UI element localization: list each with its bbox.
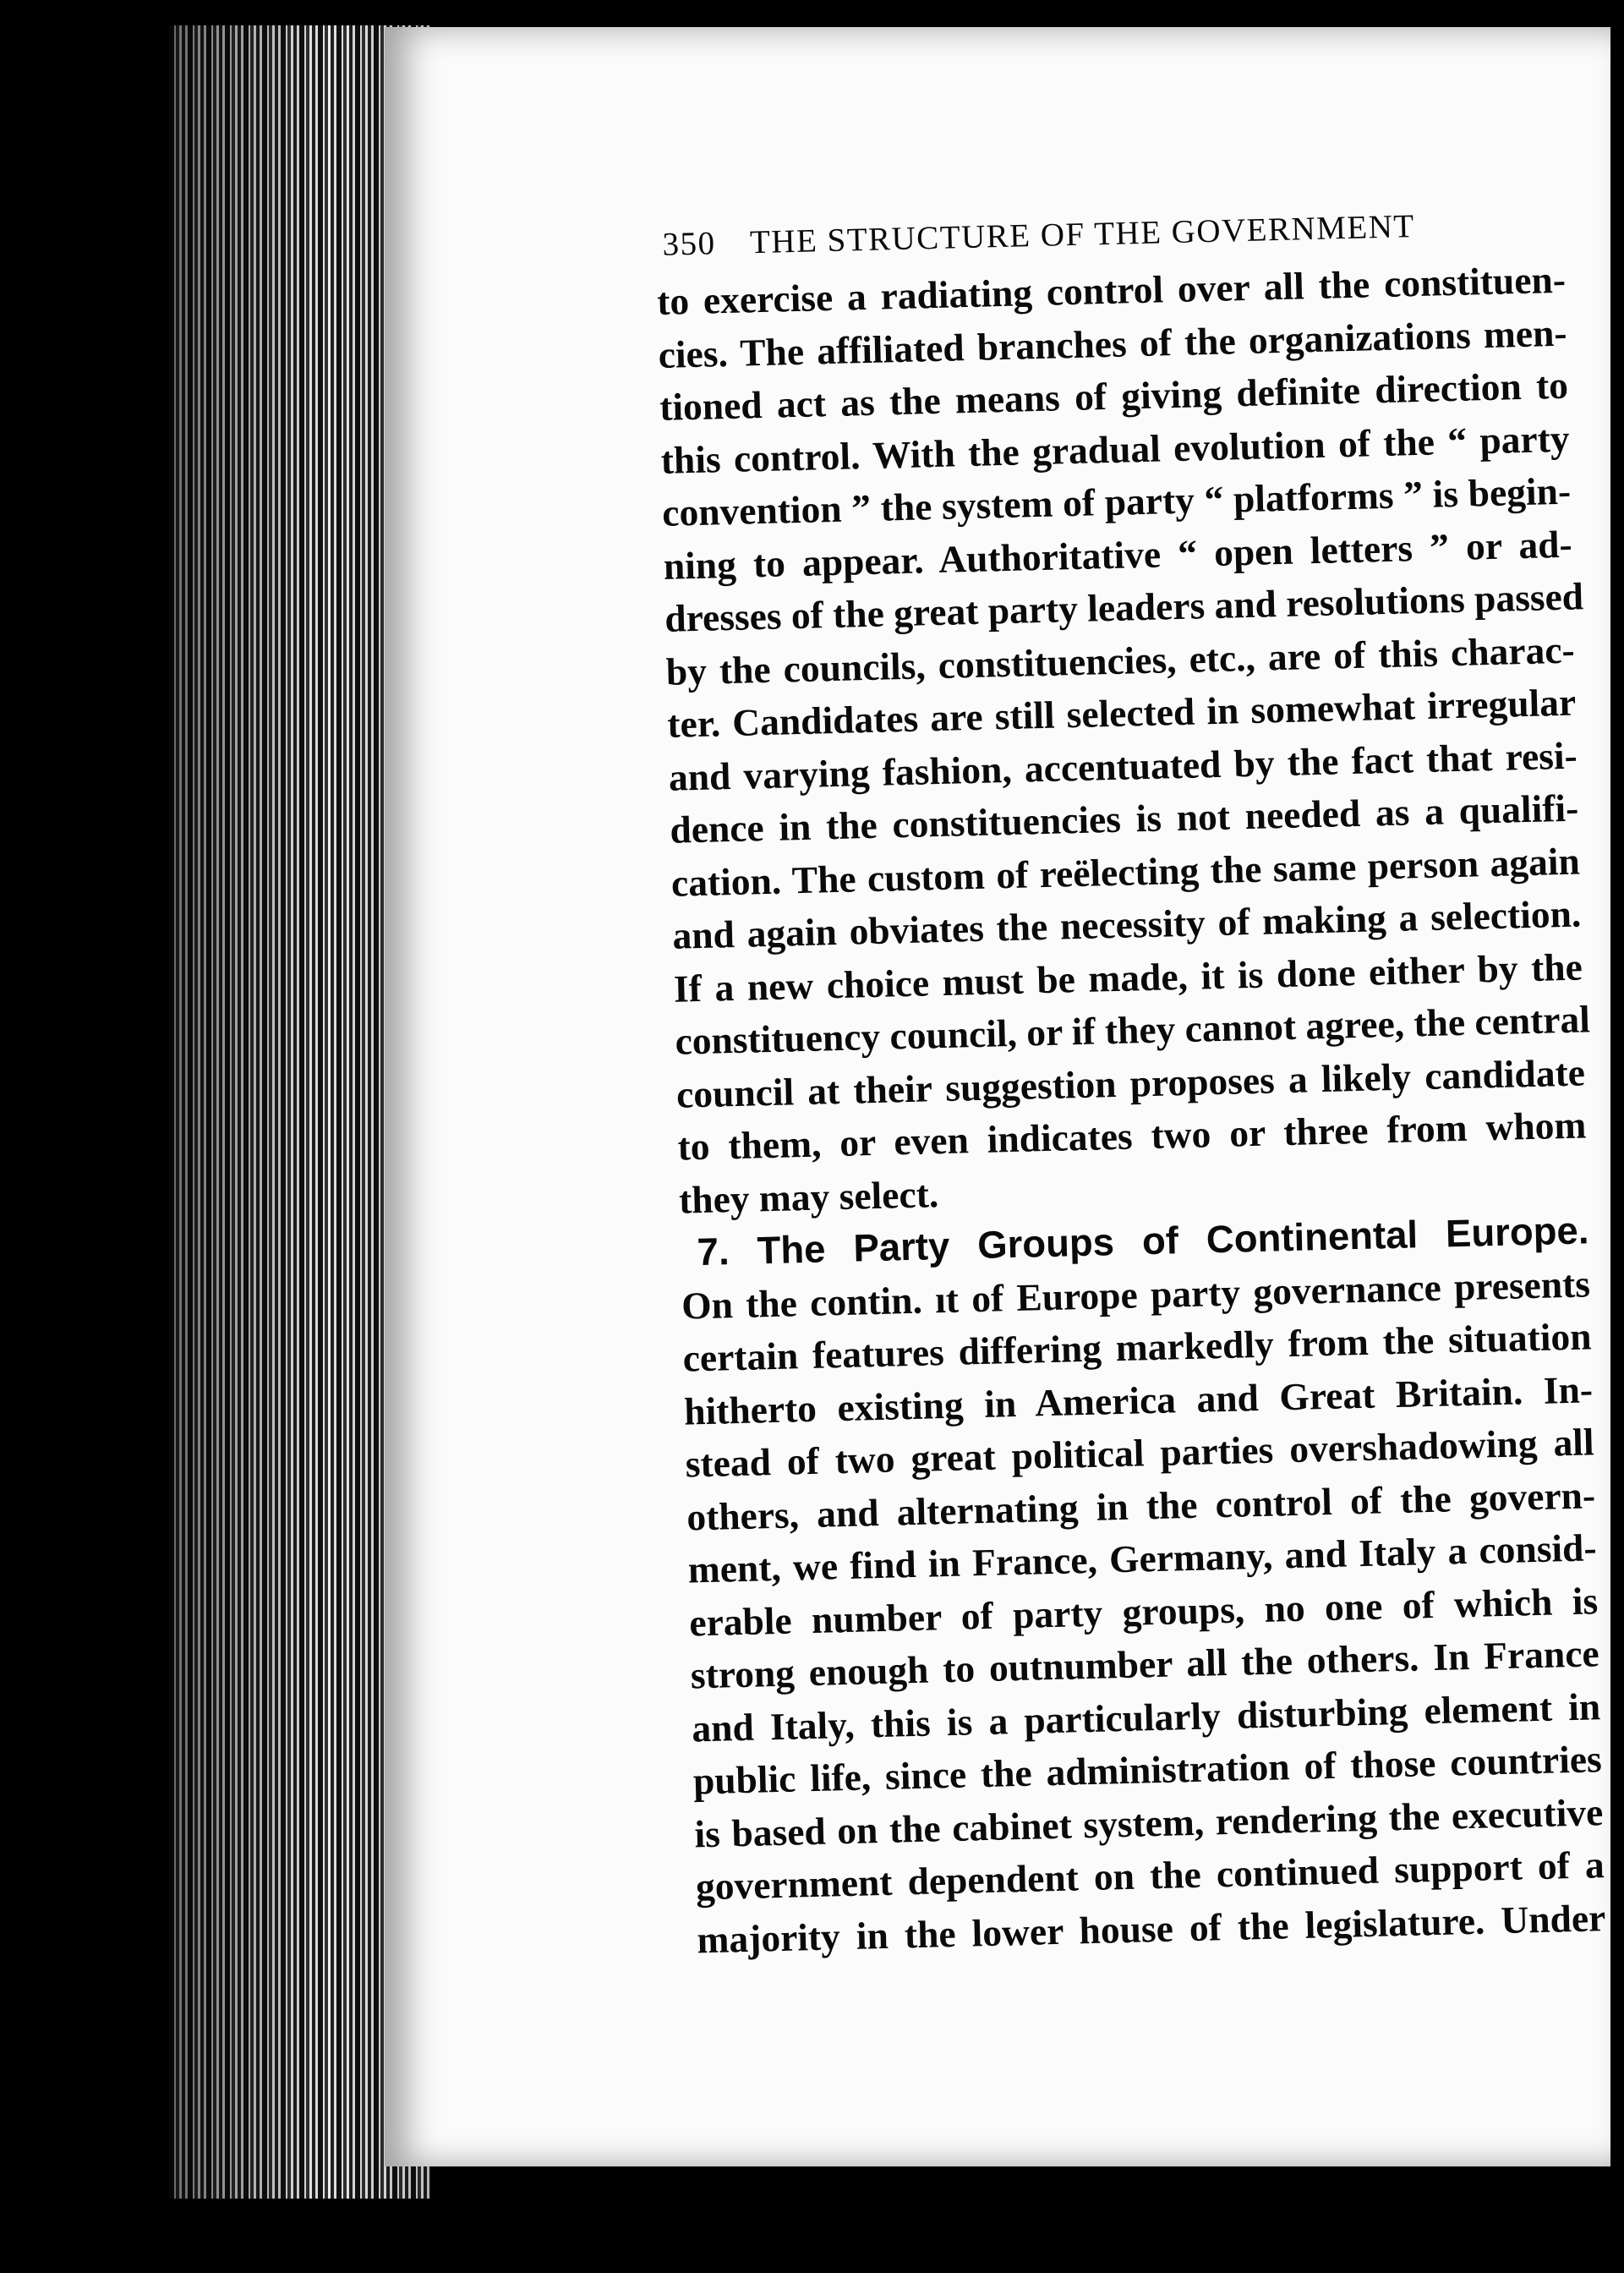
text-line: tioned act as the means of giving definite direction to [659,363,1569,429]
text-line: ment, we find in France, Germany, and Italy a consid- [687,1525,1598,1591]
text-line: and again obviates the necessity of making a selection. [671,891,1582,957]
text-line: this control. With the gradual evolution of the “ party [660,416,1571,482]
text-line: to them, or even indicates two or three from whom [676,1103,1587,1169]
text-line: dresses of the great party leaders and resolutions passed [664,574,1584,640]
text-line: and varying fashion, accentuated by the fact that resi- [668,733,1578,799]
text-line: council at their suggestion proposes a likely candidate [675,1049,1586,1116]
text-line: is based on the cabinet system, rendering the executive [693,1789,1604,1855]
text-line: convention ” the system of party “ platforms ” is begin- [661,468,1572,534]
book-page [385,27,1610,2166]
text-line: constituency council, or if they cannot agree, the central [674,997,1591,1063]
text-line: others, and alternating in the control of the govern- [686,1472,1596,1539]
text-line: dence in the constituencies is not needed as a qualifi- [669,786,1579,852]
text-line: strong enough to outnumber all the others. In France [690,1631,1600,1697]
text-line: hitherto existing in America and Great Britain. In- [683,1367,1594,1433]
page-text-block [655,204,1607,2018]
page-number: 350 [662,225,717,263]
text-line: cation. The custom of reëlecting the same person again [670,839,1581,905]
text-line: On the contin. ıt of Europe party governance presents [681,1261,1591,1328]
text-line: by the councils, constituencies, etc., are of this charac- [665,627,1576,693]
text-line: If a new choice must be made, it is done either by the [673,944,1583,1011]
text-line: and Italy, this is a particularly disturbing element in [691,1684,1601,1750]
text-line: stead of two great political parties overshadowing all [685,1420,1595,1486]
running-head [662,204,1565,264]
text-line: cies. The affiliated branches of the organizations men- [658,310,1568,376]
text-line: ter. Candidates are still selected in somewhat irregular [666,680,1577,746]
text-line: government dependent on the continued support of a [695,1843,1605,1909]
text-line: erable number of party groups, no one of which is [688,1578,1599,1644]
text-line: they may select. [678,1171,939,1222]
running-title: THE STRUCTURE OF THE GOVERNMENT [749,208,1416,261]
text-line: majority in the lower house of the legislature. Under [696,1895,1606,1961]
text-line: to exercise a radiating control over all the constituen- [656,257,1567,323]
section-heading: 7. The Party Groups of Continental Europe. [697,1208,1589,1274]
text-line: certain features differing markedly from the situation [682,1314,1593,1380]
text-line: ning to appear. Authoritative “ open letters ” or ad- [663,522,1573,588]
text-line: public life, since the administration of those countries [692,1737,1603,1803]
